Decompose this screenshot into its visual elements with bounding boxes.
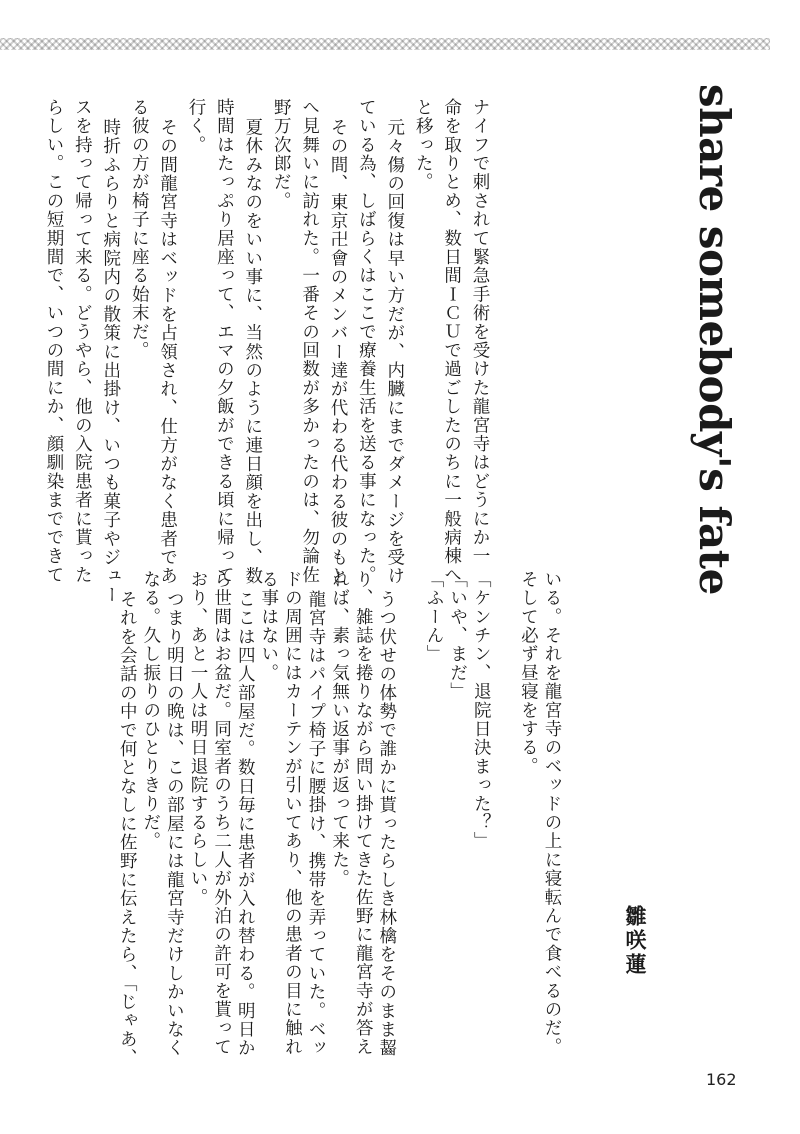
text-line: る事はない。 [258,570,279,683]
text-line: 命を取りとめ、数日間ＩＣＵで過ごしたのちに一般病棟へ [441,98,462,585]
text-line: 「ケンチン、退院日決まった？」 [471,570,492,851]
page-title: share somebody's fate [690,84,739,595]
text-line: その間龍宮寺はベッドを占領され、仕方がなく患者であ [157,118,178,586]
text-line: ら世間はお盆だ。同室者のうち二人が外泊の許可を貰って [211,570,232,1057]
text-line: 時間はたっぷり居座って、エマの夕飯ができる頃に帰って [214,98,235,585]
text-line: うつ伏せの体勢で誰かに貰ったらしき林檎をそのまま齧 [376,590,397,1058]
text-line: らしい。この短期間で、いつの間にか、顔馴染までできて [44,98,64,585]
text-line: ナイフで刺されて緊急手術を受けた龍宮寺はどうにか一 [470,98,490,566]
text-line: 夏休みなのをいい事に、当然のように連日顔を出し、数 [242,118,263,586]
text-line: 「いや、まだ」 [447,570,468,701]
text-line: おり、あと一人は明日退院するらしい。 [188,570,208,907]
text-line: その間、東京卍會のメンバー達が代わる代わる彼のもと [328,118,348,586]
text-line: ここは四人部屋だ。数日毎に患者が入れ替わる。明日か [235,590,256,1058]
text-line: る彼の方が椅子に座る始末だ。 [129,98,150,360]
page-number: 162 [706,1070,737,1089]
decorative-border [0,38,770,50]
text-line: なる。久し振りのひとりきりだ。 [140,570,161,851]
text-line: 「ふーん」 [424,570,444,664]
text-line: り、雑誌を捲りながら問い掛けてきた佐野に龍宮寺が答え [353,570,374,1057]
text-line: 野万次郎だ。 [271,98,292,211]
text-line: いる。それを龍宮寺のベッドの上に寝転んで食べるのだ。 [542,570,562,1057]
author-name: 雛咲蓮 [623,905,647,977]
text-line: それを会話の中で何となしに佐野に伝えたら、「じゃあ、 [117,590,138,1068]
text-line: そして必ず昼寝をする。 [518,570,539,776]
text-line: スを持って帰って来る。どうやら、他の入院患者に貰った [72,98,93,585]
text-line: ている為、しばらくはここで療養生活を送る事になった。 [356,98,377,585]
text-line: へ見舞いに訪れた。一番その回数が多かったのは、勿論佐 [299,98,320,585]
text-line: 行く。 [186,98,206,155]
text-line: 元々傷の回復は早い方だが、内臓にまでダメージを受け [384,118,405,586]
text-line: と移った。 [413,98,434,192]
text-line: れば、素っ気無い返事が返って来た。 [329,570,350,888]
text-line: 龍宮寺はパイプ椅子に腰掛け、携帯を弄っていた。ベッ [306,590,326,1058]
text-line: つまり明日の晩は、この部屋には龍宮寺だけしかいなく [164,590,185,1058]
text-line: ドの周囲にはカーテンが引いてあり、他の患者の目に触れ [282,570,303,1057]
text-line: 時折ふらりと病院内の散策に出掛け、いつも菓子やジュー [100,118,121,605]
